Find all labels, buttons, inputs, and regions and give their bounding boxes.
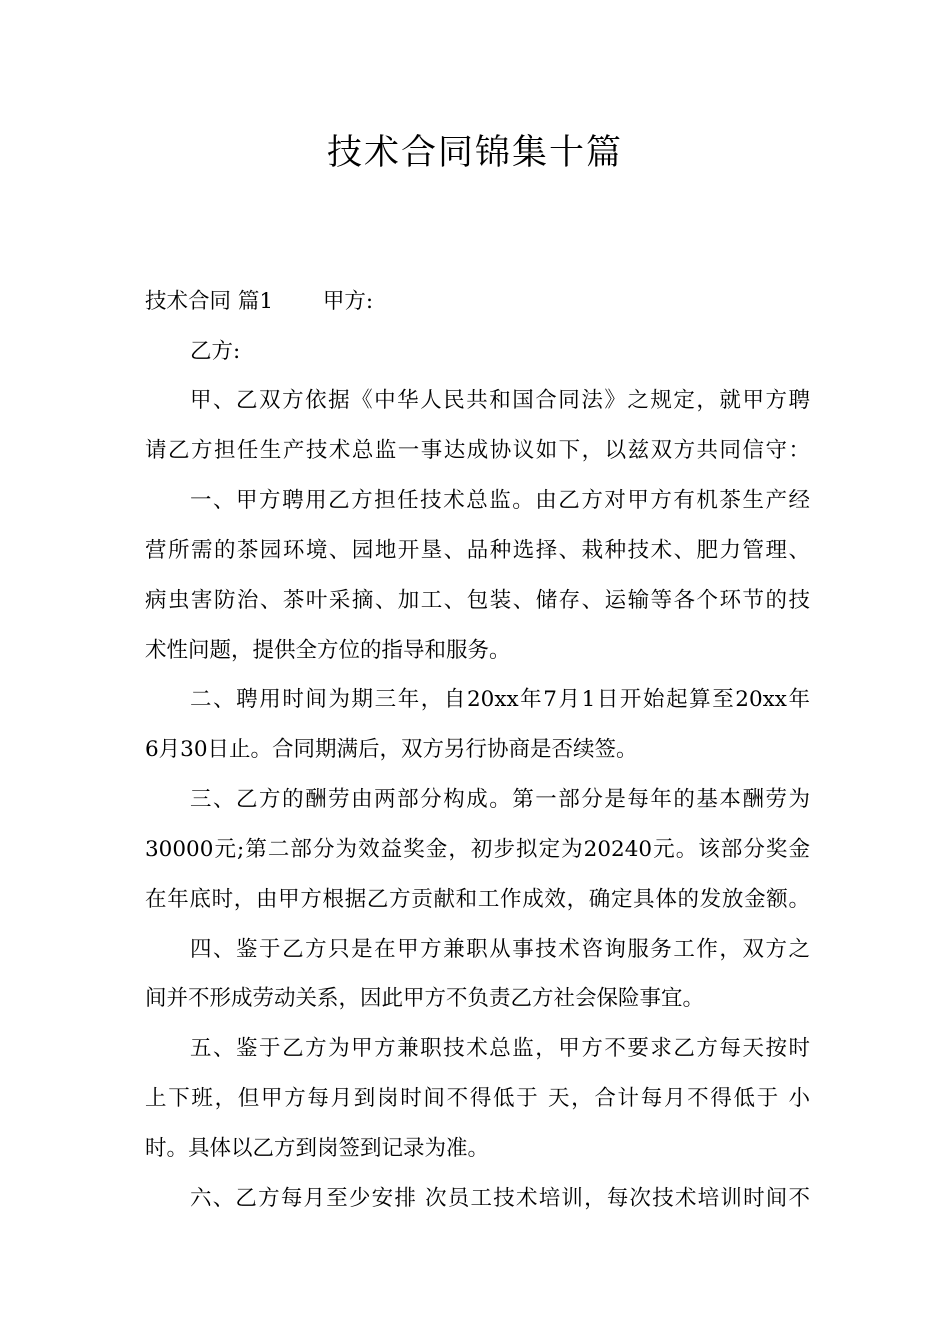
text-line: 术性问题，提供全方位的指导和服务。 bbox=[145, 638, 511, 663]
text-line: 五、鉴于乙方为甲方兼职技术总监，甲方不要求乙方每天按时 bbox=[190, 1036, 810, 1061]
text-line: 三、乙方的酬劳由两部分构成。第一部分是每年的基本酬劳为 bbox=[190, 787, 810, 812]
text-line: 乙方: bbox=[190, 339, 241, 364]
text-line: 在年底时，由甲方根据乙方贡献和工作成效，确定具体的发放金额。 bbox=[145, 887, 810, 912]
text-line: 上下班，但甲方每月到岗时间不得低于 天，合计每月不得低于 小 bbox=[145, 1086, 810, 1111]
text-line: 甲、乙双方依据《中华人民共和国合同法》之规定，就甲方聘 bbox=[190, 388, 810, 413]
text-line: 间并不形成劳动关系，因此甲方不负责乙方社会保险事宜。 bbox=[145, 986, 705, 1011]
text-line: 六、乙方每月至少安排 次员工技术培训，每次技术培训时间不 bbox=[190, 1186, 810, 1211]
text-line: 6月30日止。合同期满后，双方另行协商是否续签。 bbox=[145, 737, 638, 762]
text-line: 时。具体以乙方到岗签到记录为准。 bbox=[145, 1136, 490, 1161]
text-line: 四、鉴于乙方只是在甲方兼职从事技术咨询服务工作，双方之 bbox=[190, 937, 810, 962]
text-line: 二、聘用时间为期三年，自20xx年7月1日开始起算至20xx年 bbox=[190, 687, 810, 712]
text-line: 一、甲方聘用乙方担任技术总监。由乙方对甲方有机茶生产经 bbox=[190, 488, 810, 513]
text-line: 30000元;第二部分为效益奖金，初步拟定为20240元。该部分奖金 bbox=[145, 837, 810, 862]
text-line: 技术合同 篇1 甲方: bbox=[145, 289, 374, 314]
document-title: 技术合同锦集十篇 bbox=[326, 133, 623, 173]
text-line: 营所需的茶园环境、园地开垦、品种选择、栽种技术、肥力管理、 bbox=[145, 538, 810, 563]
text-line: 请乙方担任生产技术总监一事达成协议如下，以兹双方共同信守： bbox=[145, 438, 810, 463]
text-line: 病虫害防治、茶叶采摘、加工、包装、储存、运输等各个环节的技 bbox=[145, 588, 810, 613]
